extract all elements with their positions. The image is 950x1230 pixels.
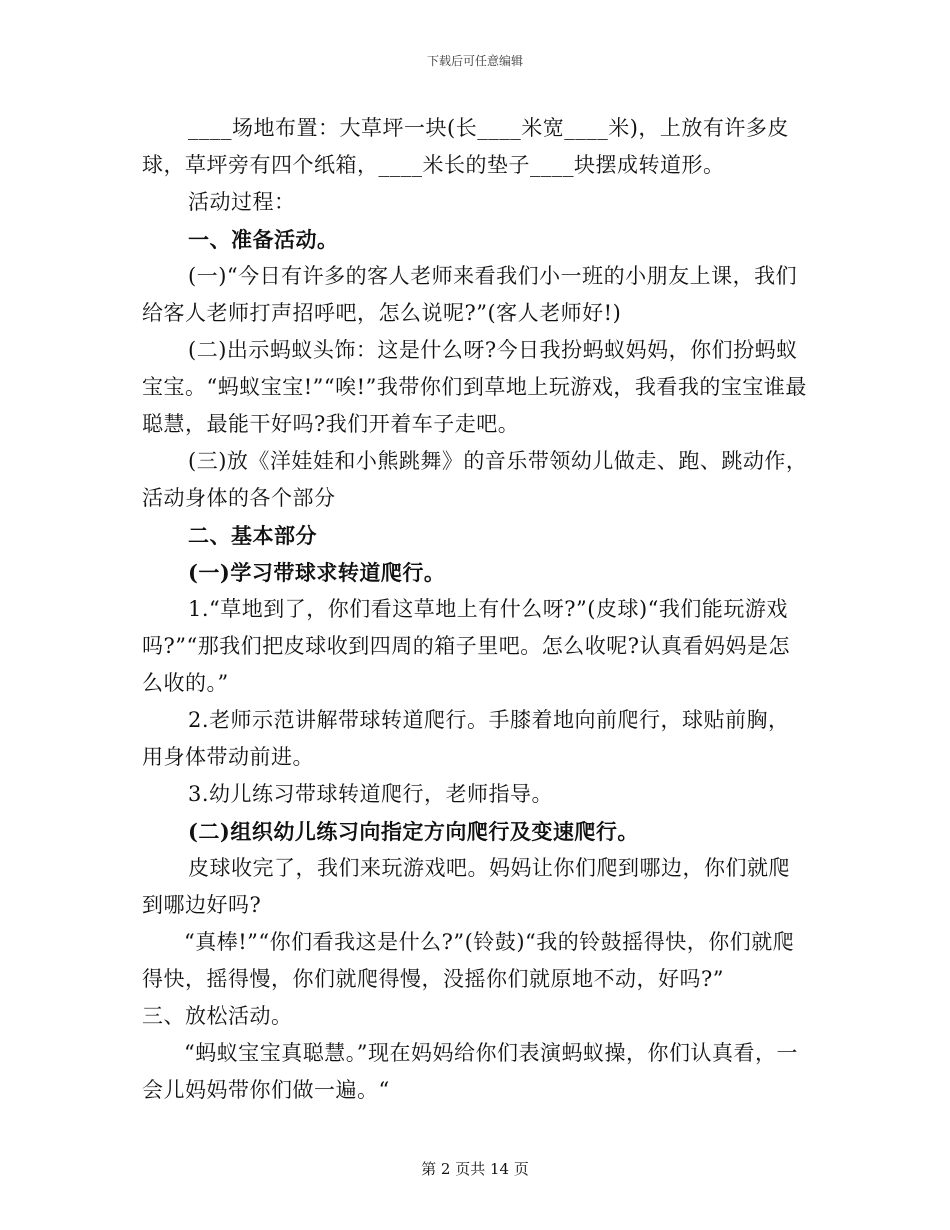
paragraph-prep-1: (一)“今日有许多的客人老师来看我们小一班的小朋友上课，我们给客人老师打声招呼吧，怎么说呢?”(客人老师好!) [142,264,798,325]
paragraph-ant-exercise: “蚂蚁宝宝真聪慧。”现在妈妈给你们表演蚂蚁操，你们认真看，一会儿妈妈带你们做一遍。“ [142,1041,798,1102]
paragraph-tambourine: “真棒!”“你们看我这是什么?”(铃鼓)“我的铃鼓摇得快，你们就爬得快，摇得慢，你们就爬得慢，没摇你们就原地不动，好吗?” [142,930,795,991]
heading-basic-2: (二)组织幼儿练习向指定方向爬行及变速爬行。 [188,819,639,844]
paragraph-prep-3: (三)放《洋娃娃和小熊跳舞》的音乐带领幼儿做走、跑、跳动作，活动身体的各个部分 [142,449,808,510]
heading-relax: 三、放松活动。 [142,1004,293,1028]
paragraph-game-intro: 皮球收完了，我们来玩游戏吧。妈妈让你们爬到哪边，你们就爬到哪边好吗? [142,856,790,917]
paragraph-basic-step-2: 2.老师示范讲解带球转道爬行。手膝着地向前爬行，球贴前胸，用身体带动前进。 [142,708,790,769]
heading-basic-part: 二、基本部分 [188,523,317,548]
document-body [142,110,810,1109]
paragraph-basic-step-3: 3.幼儿练习带球转道爬行，老师指导。 [188,782,554,806]
paragraph-venue-setup: ____场地布置：大草坪一块(长____米宽____米)，上放有许多皮球，草坪旁有四个纸箱，____米长的垫子____块摆成转道形。 [142,116,789,177]
page-header: 下载后可任意编辑 [426,54,523,68]
paragraph-prep-2: (二)出示蚂蚁头饰：这是什么呀?今日我扮蚂蚁妈妈，你们扮蚂蚁宝宝。“蚂蚁宝宝!”“唉!”我带你们到草地上玩游戏，我看我的宝宝谁最聪慧，最能干好吗?我们开着车子走吧。 [142,338,807,436]
paragraph-activity-process: 活动过程： [188,190,296,214]
heading-basic-1: (一)学习带球求转道爬行。 [188,560,446,585]
page-footer: 第 2 页共 14 页 [421,1160,529,1178]
heading-preparation: 一、准备活动。 [188,227,339,252]
paragraph-basic-step-1: 1.“草地到了，你们看这草地上有什么呀?”(皮球)“我们能玩游戏吗?”“那我们把皮球收到四周的箱子里吧。怎么收呢?认真看妈妈是怎么收的。” [142,597,790,695]
